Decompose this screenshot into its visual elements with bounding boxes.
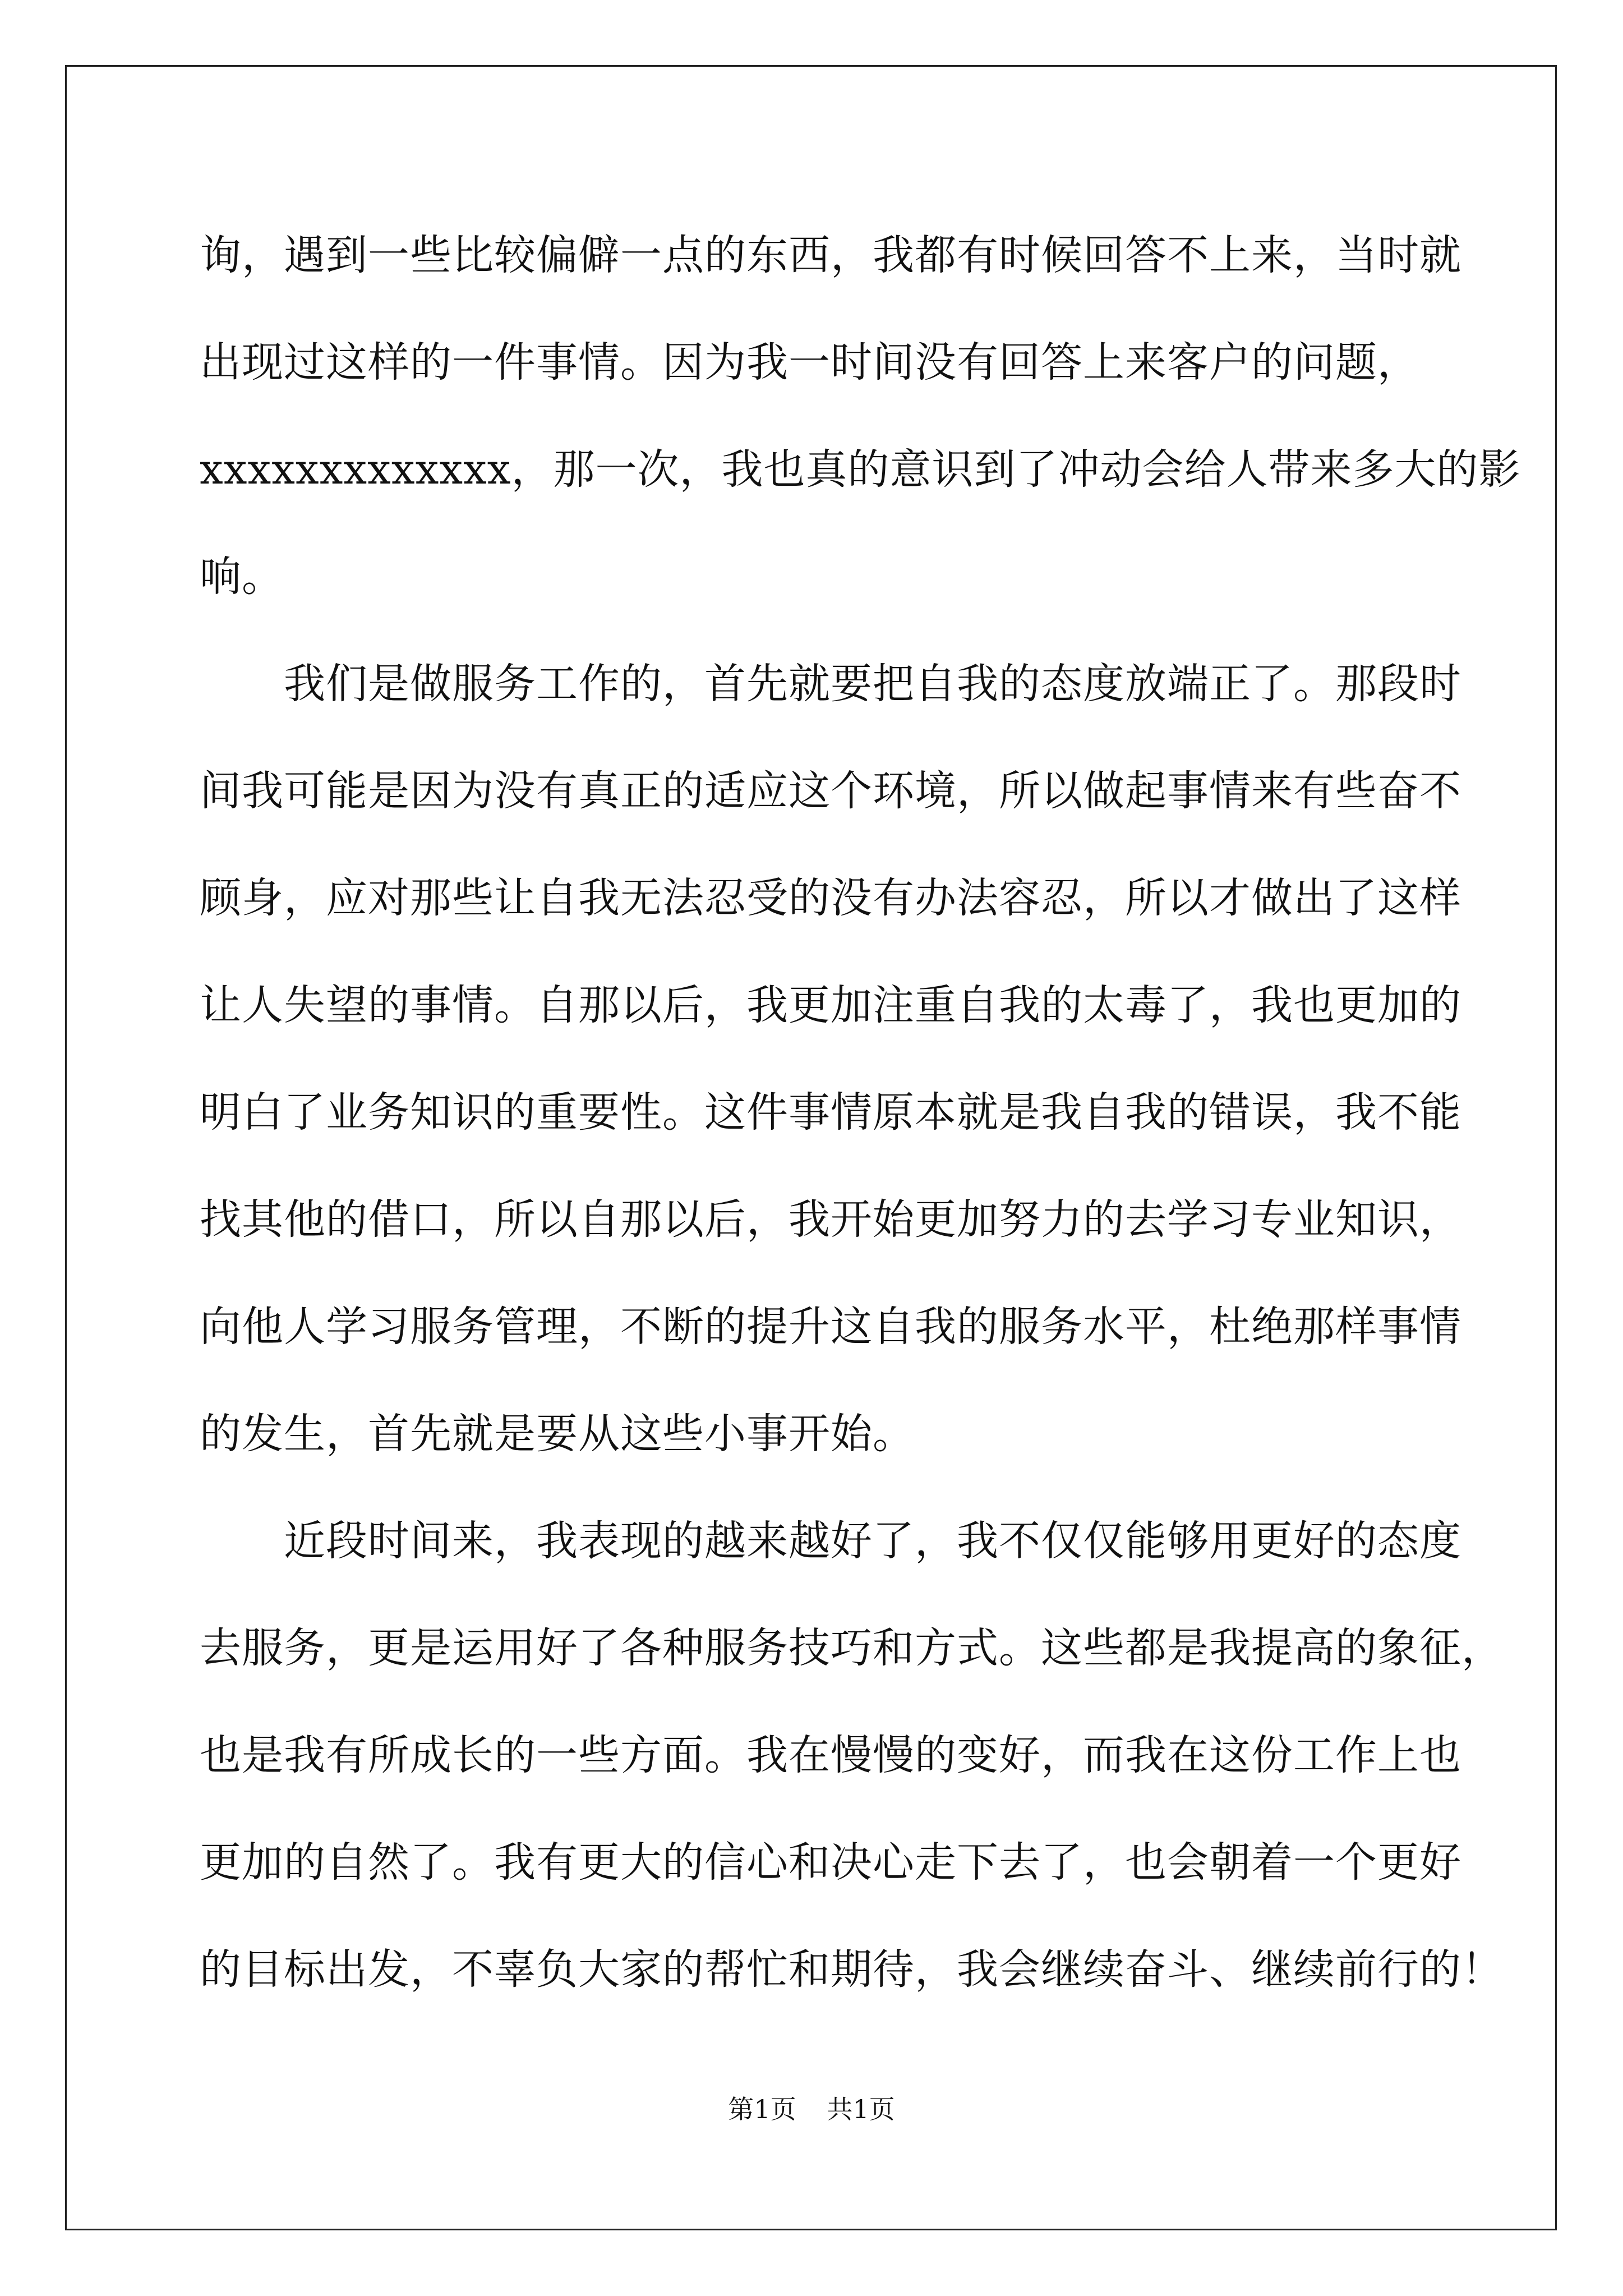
text-line: 去服务，更是运用好了各种服务技巧和方式。这些都是我提高的象征， <box>200 1624 1504 1672</box>
text-line: 的发生，首先就是要从这些小事开始。 <box>200 1410 915 1458</box>
text-line: 向他人学习服务管理，不断的提升这自我的服务水平，杜绝那样事情 <box>200 1303 1461 1351</box>
page-footer <box>0 2092 1623 2126</box>
text-line: 询，遇到一些比较偏僻一点的东西，我都有时候回答不上来，当时就 <box>200 231 1461 279</box>
page-number: 第1页 <box>728 2094 796 2124</box>
text-line: 间我可能是因为没有真正的适应这个环境，所以做起事情来有些奋不 <box>200 767 1461 815</box>
text-line: 的目标出发，不辜负大家的帮忙和期待，我会继续奋斗、继续前行的！ <box>200 1945 1504 1994</box>
text-line: 顾身，应对那些让自我无法忍受的没有办法容忍，所以才做出了这样 <box>200 874 1461 922</box>
text-line: 我们是做服务工作的，首先就要把自我的态度放端正了。那段时 <box>200 660 1461 708</box>
text-line: 更加的自然了。我有更大的信心和决心走下去了，也会朝着一个更好 <box>200 1838 1461 1887</box>
text-line: 出现过这样的一件事情。因为我一时间没有回答上来客户的问题， <box>200 338 1419 386</box>
text-line: 让人失望的事情。自那以后，我更加注重自我的太毒了，我也更加的 <box>200 981 1461 1029</box>
text-line: 近段时间来，我表现的越来越好了，我不仅仅能够用更好的态度 <box>200 1517 1461 1565</box>
document-body <box>200 202 1521 2023</box>
page-total: 共1页 <box>827 2094 895 2124</box>
text-line: 找其他的借口，所以自那以后，我开始更加努力的去学习专业知识， <box>200 1195 1461 1244</box>
text-line: 响。 <box>200 553 284 601</box>
text-line: 明白了业务知识的重要性。这件事情原本就是我自我的错误，我不能 <box>200 1088 1461 1137</box>
text-line: xxxxxxxxxxxxx，那一次，我也真的意识到了冲动会给人带来多大的影 <box>200 445 1521 494</box>
text-line: 也是我有所成长的一些方面。我在慢慢的变好，而我在这份工作上也 <box>200 1731 1461 1779</box>
